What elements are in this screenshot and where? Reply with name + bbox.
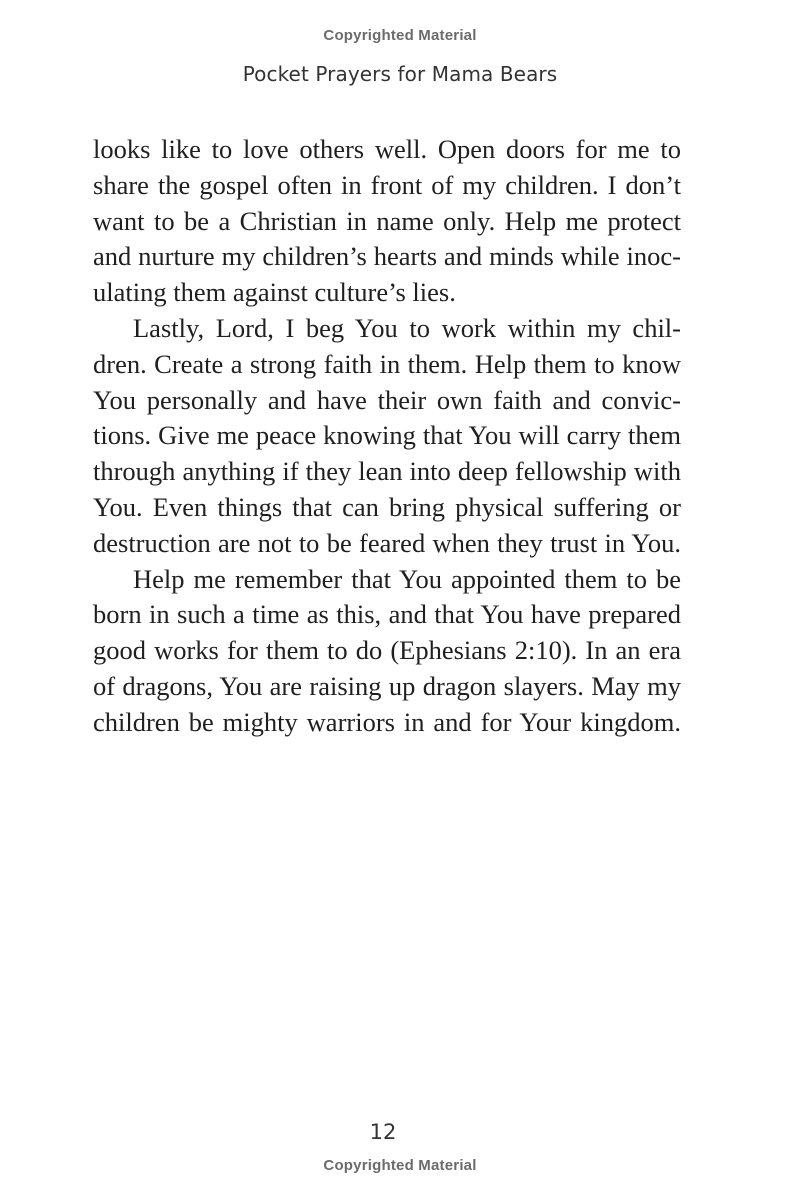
text-line: You. Even things that can bring physical suffering or — [93, 491, 681, 522]
text-line: dren. Create a strong faith in them. Help them to know — [93, 348, 681, 379]
running-head: Pocket Prayers for Mama Bears — [242, 62, 558, 86]
copyright-watermark-bottom: Copyrighted Material — [323, 1157, 477, 1174]
text-line: tions. Give me peace knowing that You will carry them — [93, 420, 681, 451]
text-line: good works for them to do (Ephesians 2:10). In an era — [93, 635, 681, 666]
text-line: destruction are not to be feared when they trust in You. — [93, 527, 681, 558]
text-line: through anything if they lean into deep fellowship with — [93, 456, 681, 487]
text-line: You personally and have their own faith and convic- — [93, 384, 681, 415]
text-line: and nurture my children’s hearts and minds while inoc- — [93, 241, 681, 272]
body-text — [93, 132, 681, 741]
text-line: children be mighty warriors in and for Your kingdom. — [93, 706, 681, 737]
text-line: want to be a Christian in name only. Help me protect — [93, 205, 681, 236]
text-line: ulating them against culture’s lies. — [93, 277, 456, 308]
page-number: 12 — [369, 1120, 397, 1144]
text-line: Lastly, Lord, I beg You to work within my chil- — [133, 312, 681, 343]
text-line: share the gospel often in front of my children. I don’t — [93, 169, 681, 200]
text-line: Help me remember that You appointed them to be — [133, 563, 681, 594]
copyright-watermark-top: Copyrighted Material — [323, 27, 477, 44]
text-line: born in such a time as this, and that You have prepared — [93, 599, 681, 630]
text-line: of dragons, You are raising up dragon slayers. May my — [93, 670, 681, 701]
text-line: looks like to love others well. Open doors for me to — [93, 134, 681, 164]
